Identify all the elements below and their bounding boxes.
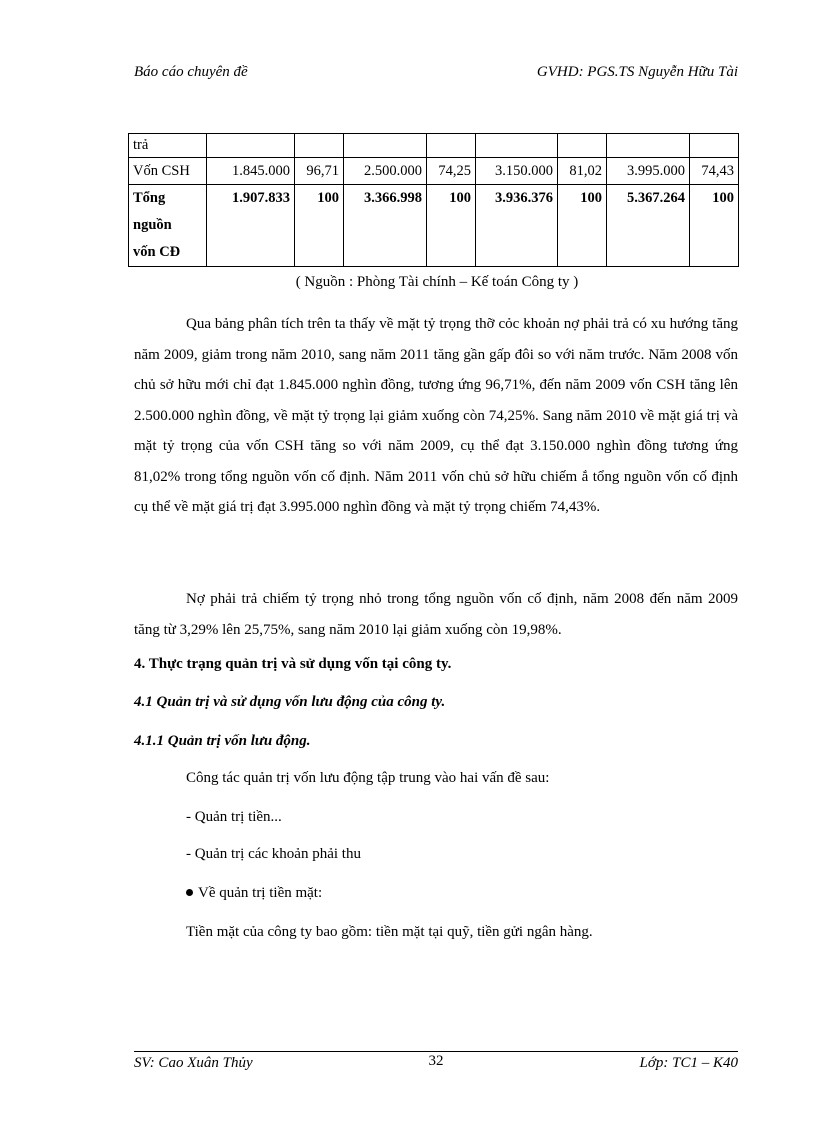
page-header bbox=[134, 64, 738, 86]
row-label-line: vốn CĐ bbox=[133, 244, 181, 260]
row-label bbox=[129, 185, 207, 267]
table-cell: 74,25 bbox=[427, 158, 476, 185]
table-cell: 100 bbox=[690, 185, 739, 267]
analysis-paragraph bbox=[134, 309, 738, 523]
table-cell: 74,43 bbox=[690, 158, 739, 185]
table-cell bbox=[607, 134, 690, 158]
page-footer bbox=[134, 1055, 738, 1077]
table-cell: 100 bbox=[427, 185, 476, 267]
bullet-icon bbox=[186, 889, 193, 896]
bullet-cash-heading bbox=[186, 885, 322, 902]
header-report-title: Báo cáo chuyên đề bbox=[134, 64, 248, 80]
section-heading-4-1-1: 4.1.1 Quản trị vốn lưu động. bbox=[134, 733, 311, 749]
section-heading-4: 4. Thực trạng quản trị và sử dụng vốn tại công ty. bbox=[134, 656, 452, 672]
table-cell bbox=[344, 134, 427, 158]
table-cell: 1.845.000 bbox=[207, 158, 295, 185]
row-label-line: nguồn bbox=[133, 217, 172, 233]
table-row-total bbox=[129, 185, 739, 267]
table-cell bbox=[690, 134, 739, 158]
table-row bbox=[129, 134, 739, 158]
liabilities-paragraph bbox=[134, 584, 738, 645]
capital-structure-table bbox=[128, 133, 739, 267]
footer-student: SV: Cao Xuân Thủy bbox=[134, 1055, 253, 1071]
bullet-text: Về quản trị tiền mặt: bbox=[198, 885, 323, 901]
table-cell bbox=[476, 134, 558, 158]
table-cell: 3.995.000 bbox=[607, 158, 690, 185]
table-cell bbox=[207, 134, 295, 158]
table-cell bbox=[295, 134, 344, 158]
table-cell: 2.500.000 bbox=[344, 158, 427, 185]
row-label-line: Tổng bbox=[133, 190, 166, 206]
table-cell: 3.150.000 bbox=[476, 158, 558, 185]
table-cell bbox=[427, 134, 476, 158]
intro-line: Công tác quản trị vốn lưu động tập trung vào hai vấn đề sau: bbox=[186, 770, 550, 786]
table-cell: 100 bbox=[295, 185, 344, 267]
table-cell: 100 bbox=[558, 185, 607, 267]
footer-divider bbox=[134, 1051, 738, 1052]
cash-composition-line: Tiền mặt của công ty bao gồm: tiền mặt tại quỹ, tiền gửi ngân hàng. bbox=[186, 924, 593, 940]
list-item-receivables: - Quản trị các khoản phải thu bbox=[186, 846, 361, 862]
table-cell: 96,71 bbox=[295, 158, 344, 185]
list-item-cash-management: - Quản trị tiền... bbox=[186, 809, 282, 825]
table-cell: 5.367.264 bbox=[607, 185, 690, 267]
table-cell: 3.936.376 bbox=[476, 185, 558, 267]
footer-class: Lớp: TC1 – K40 bbox=[639, 1055, 738, 1071]
table-cell: 3.366.998 bbox=[344, 185, 427, 267]
paragraph-text: Nợ phải trả chiếm tỷ trọng nhỏ trong tổng nguồn vốn cố định, năm 2008 đến năm 2009 tăng từ 3,29% lên 25,75%, sang năm 2010 lại giảm xuống còn 19,98%. bbox=[134, 591, 738, 638]
table-cell: 1.907.833 bbox=[207, 185, 295, 267]
row-label: Vốn CSH bbox=[129, 158, 207, 185]
table-source-note: ( Nguồn : Phòng Tài chính – Kế toán Công ty ) bbox=[295, 274, 579, 290]
row-label: trả bbox=[129, 134, 207, 158]
header-supervisor: GVHD: PGS.TS Nguyễn Hữu Tài bbox=[536, 64, 738, 80]
section-heading-4-1: 4.1 Quản trị và sử dụng vốn lưu động của công ty. bbox=[134, 694, 446, 710]
table-row bbox=[129, 158, 739, 185]
table-cell: 81,02 bbox=[558, 158, 607, 185]
paragraph-text: Qua bảng phân tích trên ta thấy về mặt tỷ trọng thỡ cỏc khoản nợ phải trả có xu hướng tăng năm 2009, giảm trong năm 2010, sang năm 2011 tăng gần gấp đôi so với năm trước. Năm 2008 vốn chủ sở hữu mới chỉ đạt 1.845.000 nghìn đồng, tương ứng 96,71%, đến năm 2009 vốn CSH tăng lên 2.500.000 nghìn đồng, về mặt tỷ trọng lại giảm xuống còn 74,25%. Sang năm 2010 về mặt giá trị và mặt tỷ trọng của vốn CSH tăng so với năm 2009, cụ thể đạt 3.150.000 nghìn đồng tương ứng 81,02% trong tổng nguồn vốn cố định. Năm 2011 vốn chủ sở hữu chiếm ắ tổng nguồn vốn cố định cụ thể về mặt giá trị đạt 3.995.000 nghìn đồng và mặt tỷ trọng chiếm 74,43%. bbox=[134, 316, 738, 515]
table-cell bbox=[558, 134, 607, 158]
page-number: 32 bbox=[428, 1053, 444, 1069]
